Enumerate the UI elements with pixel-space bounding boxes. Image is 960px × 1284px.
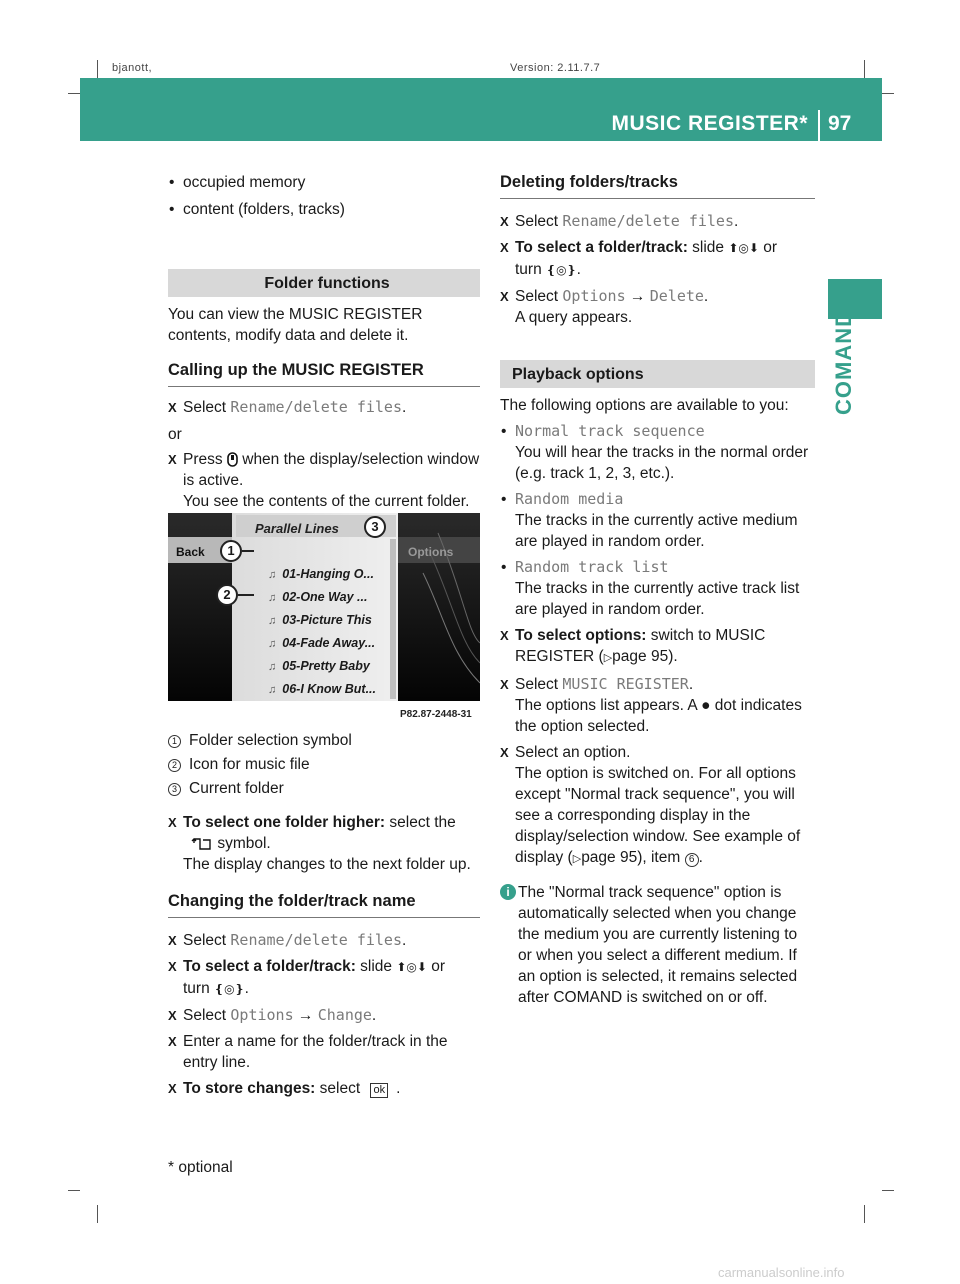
screen-back-button[interactable]: Back <box>176 545 205 559</box>
step-text: . <box>698 849 703 866</box>
screen-track[interactable] <box>268 679 388 702</box>
legend-text: Icon for music file <box>189 756 310 773</box>
step-bold: To select a folder/track: <box>183 958 356 975</box>
section-heading-playback: Playback options <box>500 360 815 388</box>
crop-mark <box>864 1205 865 1223</box>
step-item: X Enter a name for the folder/track in the entry line. <box>168 1031 480 1073</box>
callout-line <box>238 594 254 596</box>
section-heading-folder-functions: Folder functions <box>168 269 480 297</box>
screen-image <box>168 513 480 720</box>
step-line: turn ❴◎❵. <box>183 980 249 997</box>
step-bold: To store changes: <box>183 1080 316 1097</box>
step-text: . <box>401 399 407 416</box>
arrow-text: → <box>625 288 650 305</box>
step-text: slide <box>355 958 397 975</box>
screen-options-button[interactable]: Options <box>408 545 454 559</box>
legend-item <box>168 754 480 778</box>
crop-mark <box>864 60 865 78</box>
page-number: 97 <box>828 112 852 135</box>
menu-item-text: MUSIC REGISTER <box>562 675 689 693</box>
step-item <box>168 1005 480 1026</box>
step-line <box>183 833 480 854</box>
callout-1: 1 <box>220 540 242 562</box>
section-heading-calling-up: Calling up the MUSIC REGISTER <box>168 360 480 387</box>
option-name: • Random media <box>515 490 624 508</box>
crop-mark <box>97 1205 98 1223</box>
step-item <box>500 286 815 328</box>
step-text: turn <box>183 980 215 997</box>
step-text: Select <box>515 676 563 693</box>
step-item <box>500 742 815 870</box>
step-item <box>500 674 815 737</box>
screen-track-list <box>268 564 388 702</box>
step-result: You see the contents of the current folder. <box>183 493 470 510</box>
music-note-icon: ♫ <box>268 569 277 581</box>
step-text: Select <box>515 288 563 305</box>
menu-item-text: Options <box>562 287 626 305</box>
left-column-lower <box>168 730 480 1099</box>
intro-text: You can view the MUSIC REGISTER contents, modify data and delete it. <box>168 306 423 344</box>
menu-item-text: Rename/delete files <box>230 931 402 949</box>
info-note <box>500 882 815 1008</box>
step-result <box>515 695 815 737</box>
step-text: Select <box>183 932 231 949</box>
meta-author: bjanott, <box>112 62 153 74</box>
legend-item <box>168 730 480 754</box>
step-text: when the display/selection window is active. <box>183 451 480 489</box>
music-note-icon: ♫ <box>268 638 277 650</box>
or-text: or <box>168 426 182 443</box>
screen-track[interactable] <box>268 587 388 610</box>
track-name: 06-I Know But... <box>282 682 376 696</box>
screen-track[interactable] <box>268 656 388 679</box>
step-text: symbol. <box>217 835 271 852</box>
step-item <box>168 1078 480 1099</box>
intro-text: The following options are available to you: <box>500 397 789 414</box>
option-item <box>500 557 815 620</box>
step-text: . <box>703 288 709 305</box>
controller-press-icon <box>227 452 238 467</box>
step-text: page 95). <box>612 648 678 665</box>
callout-line <box>242 550 254 552</box>
screen-track[interactable] <box>268 610 388 633</box>
music-note-icon: ♫ <box>268 684 277 696</box>
arrow-text: → <box>293 1007 318 1024</box>
track-name: 03-Picture This <box>282 613 372 627</box>
menu-item-text: Options <box>230 1006 294 1024</box>
callout-3: 3 <box>364 516 386 538</box>
legend-item <box>168 778 480 802</box>
step-text: select <box>315 1080 365 1097</box>
callout-2: 2 <box>216 584 238 606</box>
legend-text: Current folder <box>189 780 284 797</box>
step-bold: To select one folder higher: <box>183 814 386 831</box>
step-text: Select an option. <box>515 744 631 761</box>
left-column <box>168 172 480 512</box>
crop-mark <box>882 93 894 94</box>
legend-number: 3 <box>168 783 181 796</box>
ok-key-icon: ok <box>370 1083 388 1098</box>
crop-mark <box>97 60 98 78</box>
watermark: carmanualsonline.info <box>718 1265 845 1280</box>
step-text: The option is switched on. For all options except "Normal track sequence", you will see a corresponding display in the display/selection window. See example of display ( <box>515 765 801 866</box>
option-name: • Normal track sequence <box>515 422 705 440</box>
header-divider <box>818 110 820 141</box>
step-item <box>168 812 480 875</box>
legend-text: Folder selection symbol <box>189 732 352 749</box>
step-bold: To select options: <box>515 627 647 644</box>
step-item <box>500 237 815 281</box>
option-desc: The tracks in the currently active track list are played in random order. <box>515 580 800 618</box>
bullet-item: • content (folders, tracks) <box>168 199 480 220</box>
step-item <box>500 211 815 232</box>
footnote: * optional <box>168 1159 233 1176</box>
track-name: 04-Fade Away... <box>282 636 376 650</box>
option-item <box>500 489 815 552</box>
step-item <box>168 930 480 951</box>
note-text: The "Normal track sequence" option is automatically selected when you change the medium you are currently listening to or when you select a different medium. If an option is selected, it remains selected after COMAND is switched on or off. <box>518 884 798 1006</box>
step-item <box>168 956 480 1000</box>
turn-controller-icon: ❴◎❵ <box>546 263 577 277</box>
meta-version: Version: 2.11.7.7 <box>510 62 601 74</box>
step-text: switch to MUSIC REGISTER ( <box>515 627 766 665</box>
step-result <box>515 763 815 870</box>
step-text: Select <box>183 1007 231 1024</box>
legend-number: 2 <box>168 759 181 772</box>
menu-item-text: Rename/delete files <box>562 212 734 230</box>
step-text: . <box>371 1007 377 1024</box>
track-name: 05-Pretty Baby <box>282 659 370 673</box>
step-line: turn ❴◎❵. <box>515 261 581 278</box>
step-bold: To select a folder/track: <box>515 239 688 256</box>
section-heading-deleting: Deleting folders/tracks <box>500 172 815 199</box>
screen-track[interactable] <box>268 564 388 587</box>
music-note-icon: ♫ <box>268 661 277 673</box>
crop-mark <box>68 93 80 94</box>
page-header-title: MUSIC REGISTER* <box>611 112 808 135</box>
step-text: Select <box>183 399 231 416</box>
option-name: • Random track list <box>515 558 669 576</box>
screen-track[interactable] <box>268 633 388 656</box>
slide-controller-icon: ⬆◎⬇ <box>728 241 759 255</box>
option-item <box>500 421 815 484</box>
step-text: or <box>426 958 446 975</box>
step-text: Select <box>515 213 563 230</box>
slide-controller-icon: ⬆◎⬇ <box>396 960 427 974</box>
right-column <box>500 172 815 1008</box>
info-icon: i <box>500 884 516 900</box>
step-text: select the <box>385 814 456 831</box>
step-text: slide <box>687 239 729 256</box>
step-item <box>500 625 815 669</box>
music-note-icon: ♫ <box>268 615 277 627</box>
crop-mark <box>68 1190 80 1191</box>
item-number-badge: 6 <box>685 853 699 867</box>
turn-controller-icon: ❴◎❵ <box>214 982 245 996</box>
page-ref-arrow-icon: ▷ <box>572 853 582 865</box>
step-result: A query appears. <box>515 309 633 326</box>
music-note-icon: ♫ <box>268 592 277 604</box>
track-name: 02-One Way ... <box>282 590 368 604</box>
step-text: . <box>401 932 407 949</box>
menu-item-text: Rename/delete files <box>230 398 402 416</box>
side-tab-label: COMAND <box>831 310 856 415</box>
option-desc: You will hear the tracks in the normal order (e.g. track 1, 2, 3, etc.). <box>515 444 809 482</box>
track-name: 01-Hanging O... <box>282 567 374 581</box>
step-item <box>168 397 480 418</box>
legend-number: 1 <box>168 735 181 748</box>
folder-up-icon <box>191 837 213 851</box>
step-text: . <box>688 676 694 693</box>
step-text: The options list appears. A <box>515 697 702 714</box>
option-desc: The tracks in the currently active medium are played in random order. <box>515 512 798 550</box>
bullet-item: • occupied memory <box>168 172 480 193</box>
page-ref-arrow-icon: ▷ <box>603 652 613 664</box>
step-result: The display changes to the next folder up. <box>183 856 471 873</box>
section-heading-changing: Changing the folder/track name <box>168 891 480 918</box>
selection-dot-icon: ● <box>701 697 711 714</box>
step-text: page 95), item <box>581 849 685 866</box>
step-text: turn <box>515 261 547 278</box>
step-text: dot indicates the option selected. <box>515 697 802 735</box>
menu-item-text: Delete <box>649 287 704 305</box>
crop-mark <box>882 1190 894 1191</box>
step-text: . <box>733 213 739 230</box>
screen-title: Parallel Lines <box>255 521 339 536</box>
step-item <box>168 449 480 512</box>
step-text: . <box>396 1080 401 1097</box>
step-text: or <box>758 239 778 256</box>
step-text: Press <box>183 451 227 468</box>
image-code: P82.87-2448-31 <box>400 709 472 720</box>
menu-item-text: Change <box>317 1006 372 1024</box>
